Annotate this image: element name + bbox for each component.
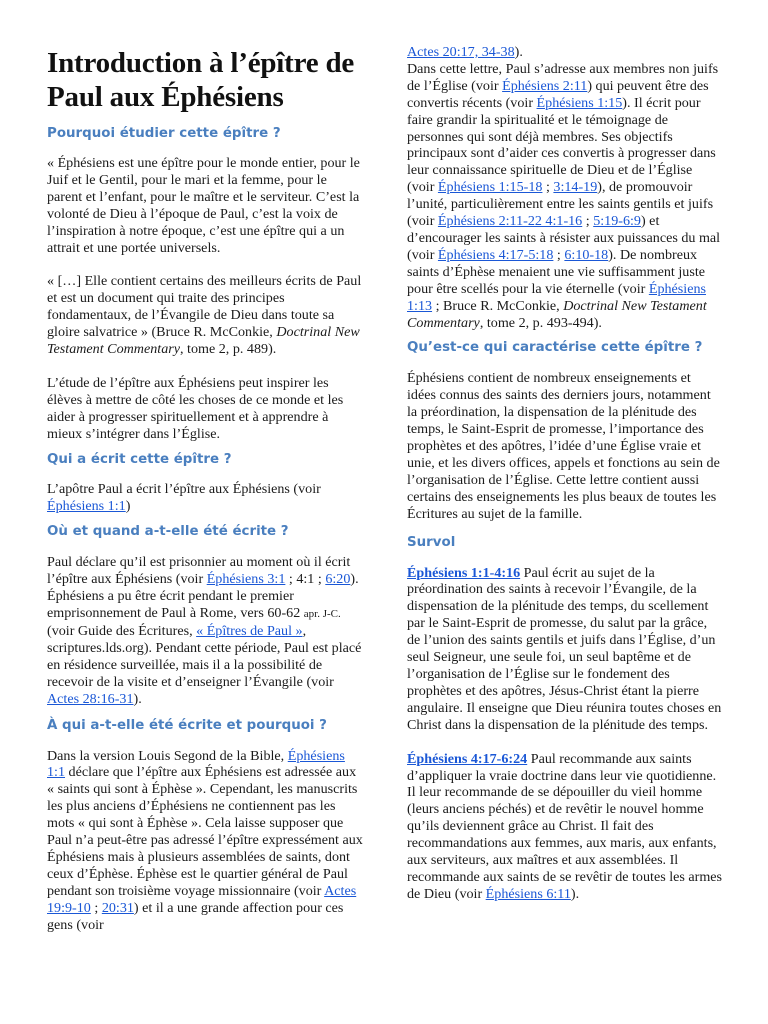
why-paragraph-3: L’étude de l’épître aux Éphésiens peut inspirer les élèves à mettre de côté les choses de ce monde et les aider à progresser spirituellement et à apprendre à mieux s’intégrer dans l’Église.	[47, 374, 344, 442]
page-title: Introduction à l’épître de Paul aux Éphésiens	[47, 47, 355, 113]
left-column	[47, 0, 365, 934]
link-6-20[interactable]: 6:20	[325, 571, 351, 588]
link-ephesians-1-1[interactable]: Éphésiens 1:1	[47, 497, 126, 514]
link-ephesians-1-1-b[interactable]: Éphésiens 1:1	[47, 747, 345, 781]
link-ephesians-1-1-4-16[interactable]: Éphésiens 1:1-4:16	[407, 564, 521, 581]
who-paragraph: L’apôtre Paul a écrit l’épître aux Éphésiens (voir Éphésiens 1:1)	[47, 480, 321, 514]
why-paragraph-2: « […] Elle contient certains des meilleurs écrits de Paul et est un document qui traite des principes fondamentaux, de l’Évangile de Dieu dans toute sa gloire salvatrice » (Bruce R. McConkie, Doctrinal New Testament Commentary, tome 2, p. 489).	[47, 273, 362, 358]
link-ephesians-2-11-22[interactable]: Éphésiens 2:11-22 4:1-16	[437, 213, 583, 230]
overview-paragraph-2: Éphésiens 4:17-6:24 Paul recommande aux saints d’appliquer la vraie doctrine dans leur vie quotidienne. Il leur recommande de se dépouiller du vieil homme (leurs anciens péchés) et de revêtir le nouvel homme qu’ils deviennent grâce au Christ. Il fait des recommandations aux femmes, aux maris, aux enfants, aux serviteurs, aux maîtres et aux assemblées. Il recommande aux saints de se revêtir de toutes les armes de Dieu (voir Éphésiens 6:11).	[407, 750, 723, 902]
link-ephesians-1-15-18[interactable]: Éphésiens 1:15-18	[437, 179, 543, 196]
heading-who-wrote: Qui a écrit cette épître ?	[47, 451, 232, 467]
where-paragraph: Paul déclare qu’il est prisonnier au moment où il écrit l’épître aux Éphésiens (voir Éphésiens 3:1 ; 4:1 ; 6:20). Éphésiens a pu être écrit pendant le premier emprisonnement de Paul à Rome, vers 60-62 apr. J-C. (voir Guide des Écritures, « Épîtres de Paul », scriptures.lds.org). Pendant cette période, Paul est placé en résidence surveillée, mais il a la possibilité de recevoir de la visite et d’enseigner l’Évangile (voir Actes 28:16-31).	[47, 554, 362, 707]
why-paragraph-1: « Éphésiens est une épître pour le monde entier, pour le Juif et le Gentil, pour le mari et la femme, pour le parent et l’enfant, pour le maître et le serviteur. C’est la volonté de Dieu à l’époque de Paul, c’est la voix de l’inspiration à notre époque, c’est une épître qui a un attrait et une portée universels.	[47, 155, 360, 256]
heading-to-whom: À qui a-t-elle été écrite et pourquoi ?	[47, 717, 327, 733]
heading-where-when: Où et quand a-t-elle été écrite ?	[47, 524, 289, 540]
link-ephesians-1-13[interactable]: Éphésiens 1:13	[407, 280, 706, 314]
heading-characteristics: Qu’est-ce qui caractérise cette épître ?	[407, 340, 703, 356]
link-ephesians-3-1[interactable]: Éphésiens 3:1	[206, 571, 286, 588]
link-ephesians-4-17-6-24[interactable]: Éphésiens 4:17-6:24	[407, 750, 528, 767]
link-3-14-19[interactable]: 3:14-19	[553, 179, 598, 196]
overview-paragraph-1: Éphésiens 1:1-4:16 Paul écrit au sujet de la préordination des saints à recevoir l’Évangile, de la dispensation de la plénitude des temps, du scellement par le Saint-Esprit de promesse, du salut par la grâce, de l’union des saints gentils et juifs dans l’Église, d’un seul Seigneur, une seule foi, un seul baptême et de l’organisation de l’Église sur le fondement des prophètes et des apôtres, Jésus-Christ étant la pierre angulaire. Il enseigne que Dieu réunira toutes choses en Christ dans la dispensation de la plénitude des temps.	[407, 564, 722, 733]
link-epitres-de-paul[interactable]: « Épîtres de Paul »	[196, 623, 303, 640]
link-ephesians-2-11[interactable]: Éphésiens 2:11	[502, 77, 588, 94]
link-ephesians-4-17-5-18[interactable]: Éphésiens 4:17-5:18	[437, 246, 554, 263]
link-20-31[interactable]: 20:31	[101, 899, 134, 916]
heading-why-study: Pourquoi étudier cette épître ?	[47, 126, 281, 141]
heading-overview: Survol	[407, 534, 456, 550]
right-column	[407, 0, 723, 903]
to-whom-paragraph-1: Dans la version Louis Segond de la Bible, Éphésiens 1:1 déclare que l’épître aux Éphésiens est adressée aux « saints qui sont à Éphèse ». Cependant, les manuscrits les plus anciens d’Éphésiens ne contiennent pas les mots « qui sont à Éphèse ». Cela laisse supposer que Paul n’a peut-être pas adressé l’épître expressément aux Éphésiens mais à plusieurs assemblées de saints, dont ceux d’Éphèse. Éphèse est le quartier général de Paul pendant son troisième voyage missionnaire (voir Actes 19:9-10 ; 20:31) et il a une grande affection pour ces gens (voir	[47, 747, 363, 933]
to-whom-paragraph-1-continued: Actes 20:17, 34-38).	[407, 44, 523, 60]
link-ephesians-1-15[interactable]: Éphésiens 1:15	[536, 94, 623, 111]
link-actes-19-9-10[interactable]: Actes 19:9-10	[47, 882, 357, 916]
to-whom-paragraph-2: Dans cette lettre, Paul s’adresse aux membres non juifs de l’Église (voir Éphésiens 2:11) qui peuvent être des convertis récents (voir Éphésiens 1:15). Il écrit pour faire grandir la spiritualité et le témoignage de personnes qui sont déjà membres. Ses objectifs principaux sont d’aider ces convertis à progresser dans leur connaissance spirituelle de Dieu et de l’Église (voir Éphésiens 1:15-18 ; 3:14-19), de promouvoir l’unité, particulièrement entre les saints gentils et juifs (voir Éphésiens 2:11-22 4:1-16 ; 5:19-6:9) et d’encourager les saints à résister aux puissances du mal (voir Éphésiens 4:17-5:18 ; 6:10-18). De nombreux saints d’Éphèse menaient une vie suffisamment juste pour être scellés pour la vie éternelle (voir Éphésiens 1:13 ; Bruce R. McConkie, Doctrinal New Testament Commentary, tome 2, p. 493-494).	[407, 60, 721, 331]
link-actes-20-17[interactable]: Actes 20:17, 34-38	[407, 44, 515, 60]
link-ephesians-6-11[interactable]: Éphésiens 6:11	[485, 885, 571, 902]
link-actes-28-16-31[interactable]: Actes 28:16-31	[47, 690, 134, 707]
characteristics-paragraph: Éphésiens contient de nombreux enseignements et idées connus des saints des derniers jours, notamment la préordination, la dispensation de la plénitude des temps, le Saint-Esprit de promesse, l’importance des prophètes et des apôtres, l’idée d’une Église vraie et unie, et les divers offices, appels et fonctions au sein de l’organisation de l’Église. Cette lettre contient aussi certains des enseignements les plus beaux de toutes les Écritures au sujet de la famille.	[407, 370, 720, 522]
link-5-19-6-9[interactable]: 5:19-6:9	[593, 213, 641, 230]
link-6-10-18[interactable]: 6:10-18	[564, 246, 609, 263]
